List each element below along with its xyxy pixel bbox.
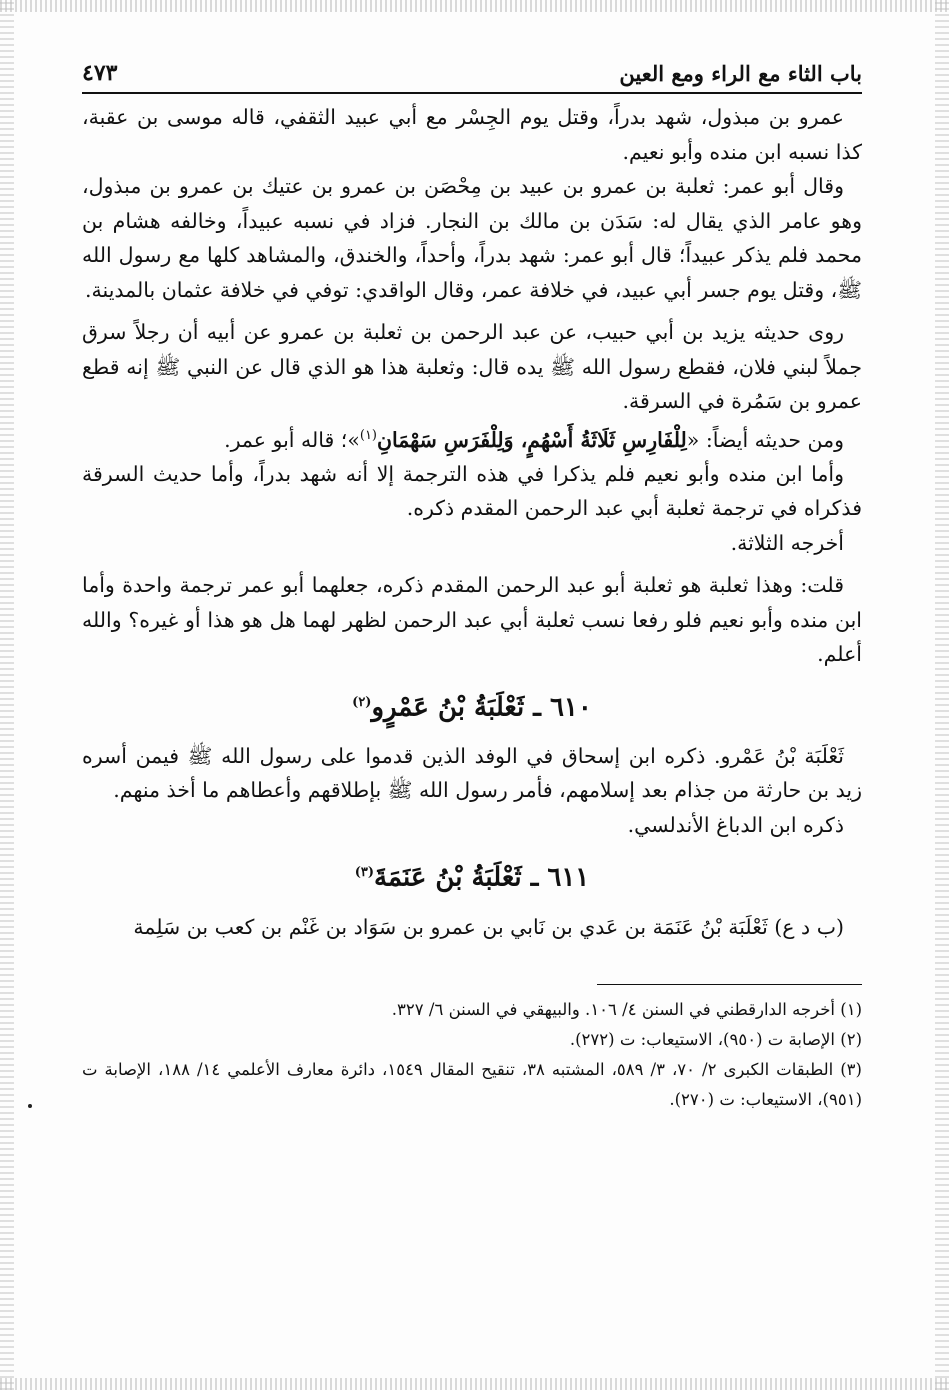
paragraph: قلت: وهذا ثعلبة هو ثعلبة أبو عبد الرحمن المقدم ذكره، جعلهما أبو عمر ترجمة واحدة وأما ابن منده وأبو نعيم فلو رفعا نسب ثعلبة أبي عبد الرحمن لظهر لهما هل هو هذا أو غيره؟ والله أعلم. [82, 573, 862, 667]
paragraph: (ب د ع) ثَعْلَبَة بْنُ عَنَمَة بن عَدي بن نَابي بن عمرو بن سَوَاد بن غَنْم بن كعب بن سَلِمة [133, 914, 844, 939]
hadith-attribution: »؛ قاله أبو عمر. [224, 427, 360, 452]
footnote: (١) أخرجه الدارقطني في السنن ٤/ ١٠٦. والبيهقي في السنن ٦/ ٣٢٧. [391, 1000, 862, 1020]
paragraph: ثَعْلَبَة بْنُ عَمْرو. ذكره ابن إسحاق في الوفد الذين قدموا على رسول الله ﷺ فيمن أسره زيد بن حارثة من جذام بعد إسلامهم، فأمر رسول الله ﷺ بإطلاقهم وأعطاهم ما أخذ منهم. [82, 743, 862, 803]
page-number: ٤٧٣ [82, 60, 118, 86]
entry-heading-610: ٦١٠ ـ ثَعْلَبَةُ بْنُ عَمْرٍو$^{(٢)}$ [352, 692, 592, 723]
chapter-title: باب الثاء مع الراء ومع العين [619, 61, 862, 86]
stray-mark [28, 1104, 32, 1108]
footnote-ref: (٢) [352, 694, 372, 710]
paragraph: روى حديثه يزيد بن أبي حبيب، عن عبد الرحمن بن ثعلبة بن عمرو عن أبيه أن رجلاً سرق جملاً لبني فلان، فقطع رسول الله ﷺ يده قال: وثعلبة هذا هو الذي قال عن النبي ﷺ إنه قطع عمرو بن سَمُرة في السرقة. [82, 320, 862, 413]
entry-heading-611: ٦١١ ـ ثَعْلَبَةُ بْنُ عَنَمَةَ$^{(٣)}$ [354, 863, 590, 894]
paragraph: وأما ابن منده وأبو نعيم فلم يذكرا في هذه الترجمة إلا أنه شهد بدراً، وأما حديث السرقة فذكراه في ترجمة ثعلبة أبي عبد الرحمن المقدم ذكره. [82, 461, 862, 521]
page [82, 60, 862, 1115]
paragraph: ذكره ابن الدباغ الأندلسي. [627, 812, 844, 837]
main-text [82, 100, 862, 944]
footnotes [82, 995, 862, 1115]
hadith-paragraph [82, 419, 862, 457]
decorative-border-left [0, 0, 14, 1390]
hadith-intro: ومن حديثه أيضاً: « [686, 427, 844, 452]
running-header [82, 60, 862, 94]
decorative-border-top [0, 0, 949, 12]
hadith-quote: لِلْفَارِسِ ثَلَاثَةُ أَسْهُمٍ، وَلِلْفَرَسِ سَهْمَانِ [377, 427, 687, 452]
decorative-border-bottom [0, 1378, 949, 1390]
paragraph: عمرو بن مبذول، شهد بدراً، وقتل يوم الجِسْر مع أبي عبيد الثقفي، قاله موسى بن عقبة، كذا نسبه ابن منده وأبو نعيم. [82, 105, 862, 164]
paragraph: وقال أبو عمر: ثعلبة بن عمرو بن عبيد بن مِحْصَن بن عمرو بن عتيك بن عمرو بن مبذول، وهو عامر الذي يقال له: سَدَن بن مالك بن النجار. فزاد في نسبه عبيداً، وخالفه هشام بن محمد فلم يذكر عبيداً؛ قال أبو عمر: شهد بدراً، وأحداً، والخندق، والمشاهد كلها مع رسول الله ﷺ، وقتل يوم جسر أبي عبيد، في خلافة عمر، وقال الواقدي: توفي في خلافة عثمان بالمدينة. [82, 174, 862, 302]
paragraph: أخرجه الثلاثة. [730, 530, 844, 555]
footnote-ref: (٣) [354, 865, 375, 881]
footnote-separator [597, 984, 862, 985]
footnote: (٢) الإصابة ت (٩٥٠)، الاستيعاب: ت (٢٧٢). [569, 1030, 862, 1050]
footnote: (٣) الطبقات الكبرى ٢/ ٧٠، ٣/ ٥٨٩، المشتبه ٣٨، تنقيح المقال ١٥٤٩، دائرة معارف الأعلمي ١٤/ ١٨٨، الإصابة ت (٩٥١)، الاستيعاب: ت (٢٧٠). [82, 1060, 862, 1110]
footnote-ref: (١) [359, 427, 377, 443]
decorative-border-right [935, 0, 949, 1390]
